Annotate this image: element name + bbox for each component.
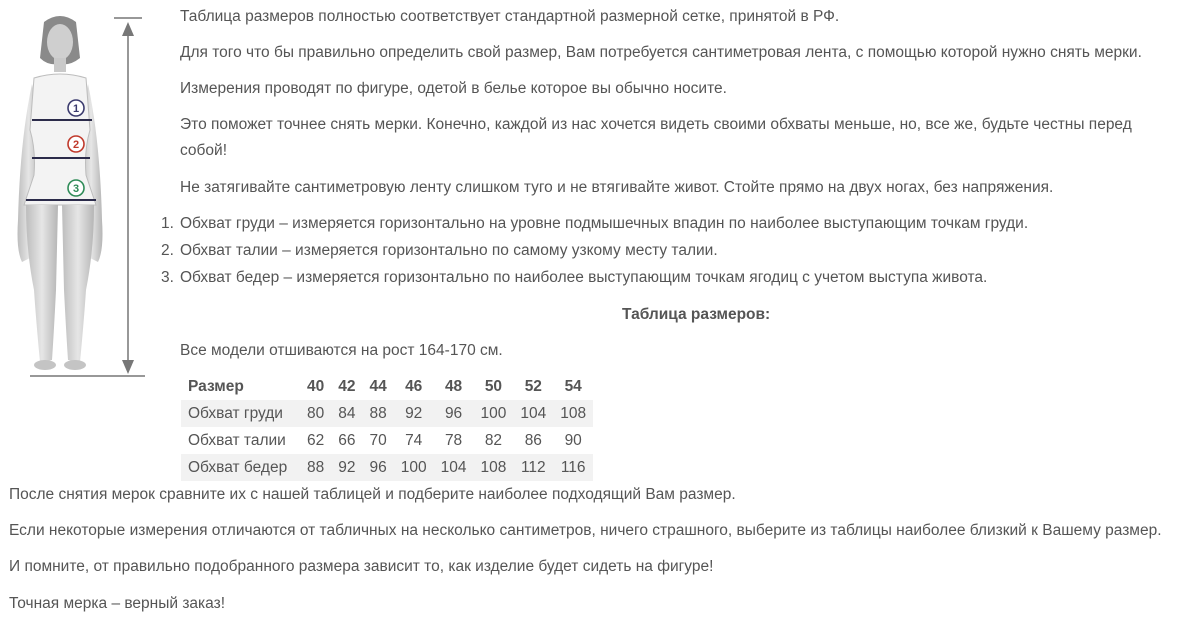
intro-paragraph-2: Для того что бы правильно определить свой размер, Вам потребуется сантиметровая лента, с помощью которой нужно снять мерки. (180, 44, 1142, 61)
body-silhouette (18, 16, 103, 370)
list-item (161, 211, 1028, 238)
list-item (161, 265, 1028, 292)
table-cell: 62 (307, 431, 325, 449)
table-cell: 100 (474, 400, 514, 427)
table-cell: 92 (394, 400, 434, 427)
column-header: 52 (524, 377, 542, 395)
intro-paragraph-1: Таблица размеров полностью соответствует стандартной размерной сетке, принятой в РФ. (180, 8, 840, 25)
table-cell: 88 (363, 400, 394, 427)
outro-paragraph-3: И помните, от правильно подобранного размера зависит то, как изделие будет сидеть на фигуре! (9, 558, 714, 575)
column-header: 44 (369, 377, 387, 395)
outro-paragraph-4: Точная мерка – верный заказ! (9, 595, 226, 612)
table-cell: 108 (474, 454, 514, 481)
list-item-number: 3. (161, 269, 174, 286)
table-cell: 104 (434, 454, 474, 481)
table-cell: 112 (513, 454, 553, 481)
column-header: Размер (188, 377, 244, 395)
svg-text:3: 3 (72, 183, 80, 195)
table-cell: 84 (331, 400, 362, 427)
marker-3 (68, 180, 84, 196)
outro-paragraph-2: Если некоторые измерения отличаются от табличных на несколько сантиметров, ничего страшного, выберите из таблицы наиболее близкий к Вашему размер. (9, 522, 1162, 539)
table-cell: Обхват бедер (181, 454, 300, 481)
table-cell: 66 (338, 431, 356, 449)
table-header-row (181, 373, 593, 400)
marker-1 (68, 100, 84, 116)
table-row (181, 427, 593, 454)
column-header: 42 (338, 377, 356, 395)
table-row (181, 454, 593, 481)
table-cell: 80 (300, 400, 331, 427)
svg-text:2: 2 (72, 139, 80, 151)
svg-text:1: 1 (72, 103, 80, 115)
table-cell: 70 (369, 431, 387, 449)
table-cell: 74 (405, 431, 423, 449)
measurement-markers (68, 100, 84, 196)
outro-paragraph-1: После снятия мерок сравните их с нашей таблицей и подберите наиболее подходящий Вам размер. (9, 486, 736, 503)
table-cell: 88 (300, 454, 331, 481)
list-item-number: 1. (161, 215, 174, 232)
table-cell: Обхват груди (181, 400, 300, 427)
measurement-list (161, 211, 1028, 292)
list-item-number: 2. (161, 242, 174, 259)
table-cell: 96 (434, 400, 474, 427)
table-cell: 86 (524, 431, 542, 449)
table-cell: 92 (331, 454, 362, 481)
table-cell: 90 (564, 431, 582, 449)
table-title: Таблица размеров: (622, 306, 771, 323)
column-header: 40 (307, 377, 325, 395)
table-cell: 104 (513, 400, 553, 427)
size-table (181, 373, 593, 481)
table-cell: 116 (553, 454, 593, 481)
list-item-text: Обхват талии – измеряется горизонтально по самому узкому месту талии. (180, 242, 718, 259)
column-header: 50 (484, 377, 503, 395)
marker-2 (68, 136, 84, 152)
table-cell: 82 (484, 431, 503, 449)
body-measurement-figure (0, 0, 160, 385)
table-cell: 96 (363, 454, 394, 481)
list-item-text: Обхват груди – измеряется горизонтально на уровне подмышечных впадин по наиболее выступающим точкам груди. (180, 215, 1029, 232)
column-header: 54 (564, 377, 582, 395)
list-item-text: Обхват бедер – измеряется горизонтально по наиболее выступающим точкам ягодиц с учетом выступа живота. (180, 269, 988, 286)
table-cell: 100 (394, 454, 434, 481)
table-cell: Обхват талии (188, 431, 286, 449)
table-cell: 78 (444, 431, 463, 449)
column-header: 46 (405, 377, 423, 395)
table-row (181, 400, 593, 427)
intro-paragraph-5: Не затягивайте сантиметровую ленту слишком туго и не втягивайте живот. Стойте прямо на двух ногах, без напряжения. (180, 179, 1054, 196)
intro-paragraph-3: Измерения проводят по фигуре, одетой в белье которое вы обычно носите. (180, 80, 727, 97)
height-note: Все модели отшиваются на рост 164-170 см. (180, 342, 503, 359)
list-item (161, 238, 1028, 265)
column-header: 48 (444, 377, 463, 395)
table-cell: 108 (553, 400, 593, 427)
intro-paragraph-4: Это поможет точнее снять мерки. Конечно, каждой из нас хочется видеть своими обхваты меньше, но, все же, будьте честны перед собой! (180, 116, 1132, 159)
